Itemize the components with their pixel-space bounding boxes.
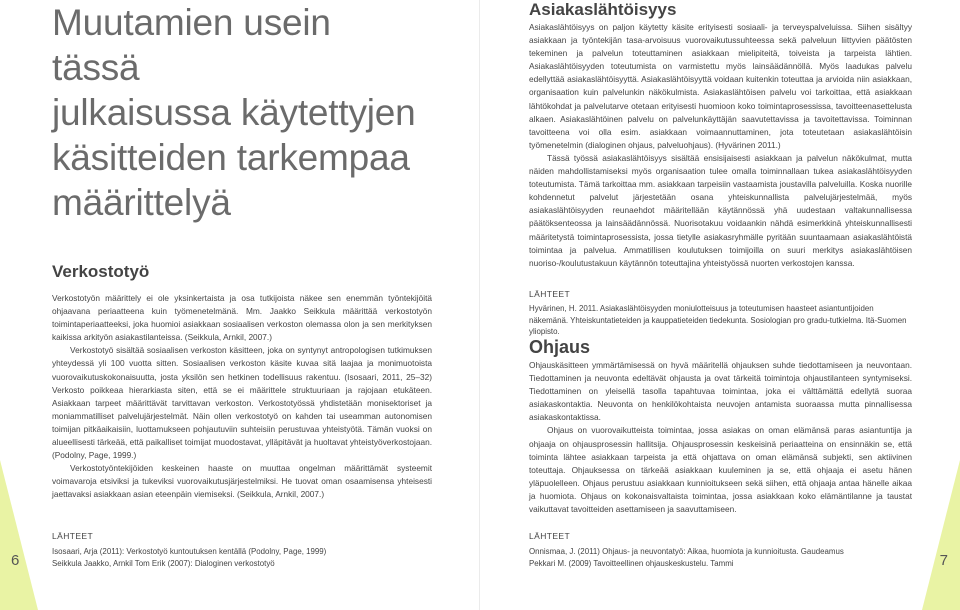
right-page-corner-accent	[922, 460, 960, 610]
paragraph: Verkostotyö sisältää sosiaalisen verkoston käsitteen, joka on syntynyt antropologisen tutkimuksen yhteydessä yli 100 vuotta sitten. Sosiaalisen verkoston käsite kuvaa sitä laajaa ja monimuotoista vuorovaikutuskokonaisuutta, josta yksilön sen hetkinen todellisuus rakentuu. (Isosaari, 2011, 25–32) Verkosto poikkeaa hierarkiasta siten, että se ei määrittele struktuuriaan ja rajojaan etukäteen. Asiakkaan tarpeet määrittävät tarvittavan verkoston. Verkostotyössä yhdistetään monisektoriset ja moniammatilliset palvelujärjestelmät. Näin ollen verkostotyö on kahden tai useamman autonomisen toimijan pitkäaikaisiin, luottamukseen pohjautuviin suhteisiin perustuvaa yhteistyötä. Tämän vuoksi on alueellisesti tärkeää, että paikalliset toimijat muodostavat, ylläpitävät ja huoltavat yhteistyöverkostojaan. (Podolny, Page, 1999.)	[52, 345, 432, 461]
references-block	[529, 288, 912, 338]
reference-item: Pekkari M. (2009) Tavoitteellinen ohjauskeskustelu. Tammi	[529, 558, 734, 568]
references-heading: LÄHTEET	[529, 531, 571, 541]
left-page-corner-accent	[0, 460, 38, 610]
section-heading: Ohjaus	[529, 337, 591, 357]
references-heading: LÄHTEET	[52, 531, 94, 541]
section-verkostotyo	[52, 262, 432, 502]
reference-item: Seikkula Jaakko, Arnkil Tom Erik (2007): Dialoginen verkostotyö	[52, 558, 275, 568]
title-line: määrittelyä	[52, 182, 231, 223]
reference-item: Isosaari, Arja (2011): Verkostotyö kuntoutuksen kentällä (Podolny, Page, 1999)	[52, 547, 327, 556]
paragraph: Asiakaslähtöisyys on paljon käytetty käsite erityisesti sosiaali- ja terveyspalveluissa. Siihen sisältyy asiakkaan ja työntekijän tasa-arvoisuus vuorovaikutussuhteessa sekä palveluun liittyvien päätösten tekeminen ja palvelun toteuttaminen asiakkaan mielipiteitä, toiveista ja tarpeista lähtien. Asiakaslähtöisyyden toteutumista on varmistettu myös lainsäädännöllä. Myös laadukas palvelu edellyttää asiakaslähtöisyyttä. Asiakaslähtöisyyttä voidaan kuitenkin toteuttaa ja arvioida niin asiakkaan, organisaation kuin palvelunkin näkökulmista. Asiakaslähtöisen palvelu voi tarkoittaa, että asiakkaan lähtökohdat ja palvelutarve otetaan erityisesti huomioon koko toimintaprosessissa, tavoitteenasettelusta alkaen. Asiakaslähtöinen palvelu on palvelunkäyttäjän saavutettavissa ja tavoitettavissa. Toiminnan tavoitteena voi olla esim. asiakkaan voimaannuttaminen, jota toteutetaan asiakaslähtöisin työmenetelmin (dialoginen ohjaus, palveluohjaus). (Hyvärinen 2011.)	[529, 22, 912, 150]
page-title	[52, 0, 422, 225]
section-asiakaslahtoisyys	[529, 0, 912, 270]
paragraph: Verkostotyöntekijöiden keskeinen haaste on muuttaa ongelman määrittämät systeemit voimavaroja etsiviksi ja tukeviksi vuorovaikutusjärjestelmiksi. He tuovat oman osaamisensa yhteisesti jaettavaksi asiakkaan asian eteenpäin viemiseksi. (Seikkula, Arnkil, 2007.)	[52, 463, 432, 500]
reference-item: Hyvärinen, H. 2011. Asiakaslähtöisyyden moniulotteisuus ja toteutumisen haasteet asiantuntijoiden näkemänä. Yhteiskuntatieteiden ja kauppatieteiden tiedekunta. Sosiologian pro gradu-tutkielma. Itä-Suomen yliopisto.	[529, 304, 907, 336]
reference-item: Onnismaa, J. (2011) Ohjaus- ja neuvontatyö: Aikaa, huomiota ja kunnioitusta. Gaudeamus	[529, 547, 844, 556]
paragraph: Ohjaus on vuorovaikutteista toimintaa, jossa asiakas on oman elämänsä paras asiantuntija ja ohjaaja on ohjausprosessin hallitsija. Ohjausprosessin keskeisinä periaatteina on ensinnäkin se, että toiminta lähtee asiakkaan tarpeista ja että ohjattava on oman elämänsä subjekti, sen aktiivinen toteuttaja. Ohjauksessa on tärkeää asiakkaan kuuleminen ja se, että ohjaaja ei asetu hänen yläpuolelleen. Ohjaus perustuu asiakkaan kunnioitukseen sekä siihen, että ohjaaja antaa hänelle aikaa ja huomiota. Ohjaus on kokonaisvaltaista toimintaa, jossa asiakkaan koko elämäntilanne ja taustat vaikuttavat tavoitteiden asettamiseen ja saavuttamiseen.	[529, 425, 912, 515]
references-block	[529, 530, 912, 569]
title-line: Muutamien usein tässä	[52, 2, 331, 88]
paragraph: Ohjauskäsitteen ymmärtämisessä on hyvä määritellä ohjauksen suhde tiedottamiseen ja neuvontaan. Tiedottaminen ja neuvonta edeltävät ohjausta ja ovat tärkeitä toimintoja ohjaustilanteen syntymiseksi. Tiedottaminen on yleisellä tasolla tapahtuvaa toimintaa, joka ei välttämättä edellytä suoraa asiakaskontaktia. Neuvonta on henkilökohtaista neuvojen antamista suoraassa mutta pinnallisessa asiakaskontaktissa.	[529, 360, 912, 423]
right-page-number: 7	[939, 552, 948, 569]
paragraph: Verkostotyön määrittely ei ole yksinkertaista ja osa tutkijoista näkee sen enemmän työntekijöitä ohjaavana periaatteena kuin työmenetelmänä. Mm. Jaakko Seikkula määrittää verkostotyön toimintaperiaatteeksi, joka huomioi asiakkaan sosiaalisen verkoston olemassa olon ja sen merkityksen kaikissa arkityön asiakastilanteissa. (Seikkula, Arnkil, 2007.)	[52, 293, 432, 343]
section-heading: Verkostotyö	[52, 262, 150, 281]
title-line: käsitteiden tarkempaa	[52, 137, 410, 178]
left-page-number: 6	[11, 552, 20, 569]
references-heading: LÄHTEET	[529, 289, 571, 299]
section-ohjaus	[529, 337, 912, 516]
paragraph: Tässä työssä asiakaslähtöisyys sisältää ensisijaisesti asiakkaan ja palvelun näkökulmat, mutta näiden mahdollistamiseksi myös organisaation tulee omalla toiminnallaan tukea asiakaslähtöisyyden toteutumista. Tämä tarkoittaa mm. asiakkaan tarpeisiin vastaamista joustavilla palveluilla. Koska nuorille kohdennetut palvelut järjestetään osana yhteiskunnallista palvelujärjestelmää, myös asiakaslähtöisyyden reunaehdot määritellään käytännössä yhä uudestaan valtakunnallisessa päätöksenteossa ja lainsäädännössä. Nuorisotakuu voidaankin nähdä esimerkkinä yhteiskunnallisesti määritetystä toimintaprosessista, jossa tietylle asiakasryhmälle pyritään suuntaamaan asiakaslähtöistä toimintaa ja palvelua. Ammatillisen koulutuksen toimijoilla on suuri merkitys asiakaslähtöisen nuoriso-/koulutustakuun käytännön toteuttajina yhteistyössä nuorten verkostojen kanssa.	[529, 152, 912, 268]
section-heading: Asiakaslähtöisyys	[529, 0, 677, 19]
references-block	[52, 530, 432, 569]
title-line: julkaisussa käytettyjen	[52, 92, 416, 133]
